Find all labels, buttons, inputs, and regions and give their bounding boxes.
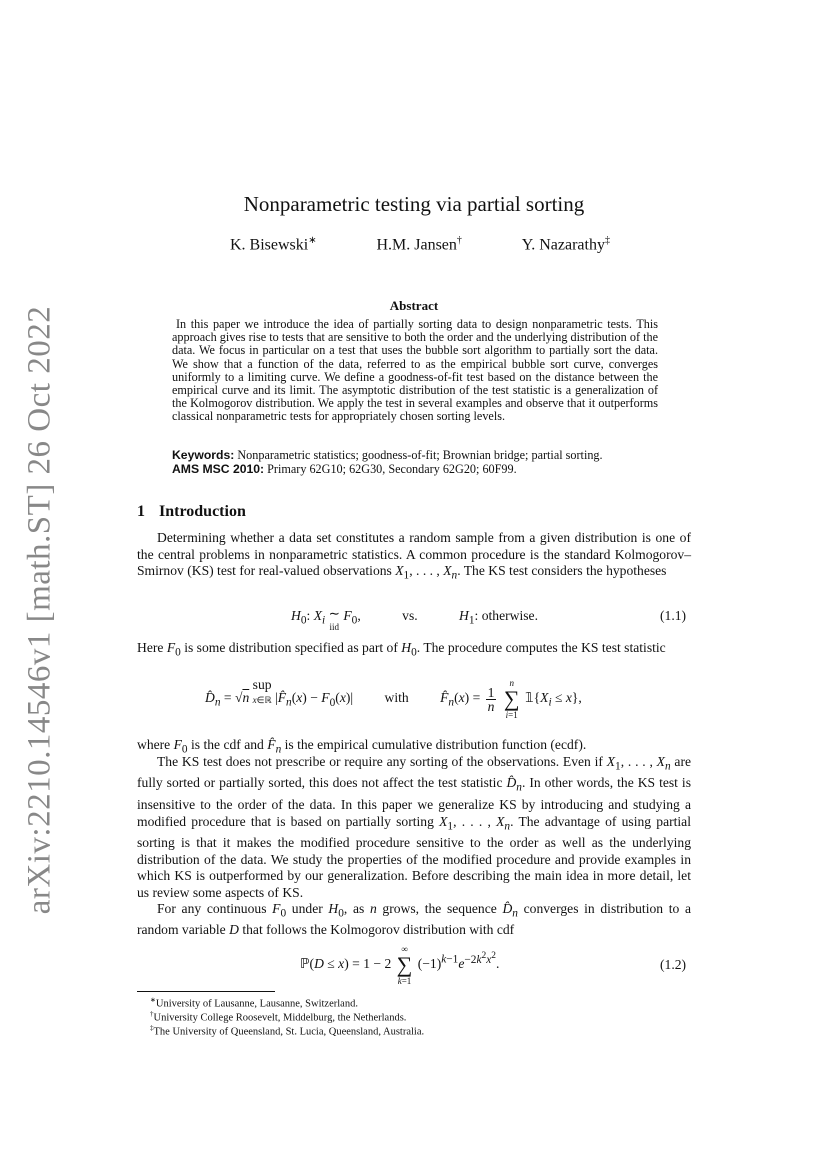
abstract-text: In this paper we introduce the idea of partially sorting data to design nonparametric tests. This approach gives rise to tests that are sensitive to both the order and the underlying distribution of the data. We focus in particular on a test that uses the bubble sort algorithm to partially sort the data. We show that a function of the data, referred to as the empirical bubble sort curve, converges uniformly to a limiting curve. We define a goodness-of-fit test based on the distance between the empirical curve and its limit. The asymptotic distribution of the test statistic is a generalization of the Kolmogorov distribution. We apply the test in several examples and observe that it outperforms classical nonparametric tests for appropriately chosen sorting levels. <box>172 317 658 424</box>
footnote: ∗University of Lausanne, Lausanne, Switzerland. <box>150 996 358 1010</box>
footnote-rule <box>137 991 275 992</box>
paragraph: Here $F_0$ is some distribution specified as part of $H_0$. The procedure computes the KS test statistic <box>137 640 666 659</box>
keywords: Keywords: Nonparametric statistics; goodness-of-fit; Brownian bridge; partial sorting. AMS MSC 2010: Primary 62G10; 62G30, Secondary 62G20; 60F99. <box>172 448 603 476</box>
paper-title: Nonparametric testing via partial sorting <box>243 192 585 216</box>
author: Y. Nazarathy‡ <box>521 235 610 254</box>
section-heading: 1 Introduction <box>137 503 246 520</box>
author: H.M. Jansen† <box>376 235 462 254</box>
paragraph: For any continuous $F_0$ under $H_0$, as n grows, the sequence $D̂_n$ converges in distribution to a random variable D that follows the Kolmogorov distribution with cdf <box>137 901 691 938</box>
equation-hypotheses: $H_0$: $X_i$ ∼ iid $F_0$, vs. $H_1$: otherwise. <box>291 606 538 632</box>
arxiv-sidebar <box>18 305 62 915</box>
paragraph: Determining whether a data set constitutes a random sample from a given distribution is one of the central problems in nonparametric statistics. A common procedure is the standard Kolmogorov–Smirnov (KS) test for real-valued observations $X_1$, . . . , $X_n$. The KS test considers the hypotheses <box>137 530 691 583</box>
author: K. Bisewski∗ <box>230 235 317 254</box>
abstract-heading: Abstract <box>389 298 439 313</box>
paragraph: The KS test does not prescribe or require any sorting of the observations. Even if $X_1$, . . . , $X_n$ are fully sorted or partially sorted, this does not affect the test statistic $D̂_n$. In other words, the KS test is insensitive to the order of the data. In this paper we generalize KS by introducing and studying a modified procedure that is based on partially sorting $X_1$, . . . , $X_n$. The advantage of using partial sorting is that it makes the modified procedure sensitive to the order as well as the underlying distribution of the data. We study the properties of the modified procedure and provide examples in which KS is outperformed by our generalization. Before describing the main idea in more detail, let us review some aspects of KS. <box>137 754 692 901</box>
footnote: ‡The University of Queensland, St. Lucia, Queensland, Australia. <box>150 1024 425 1038</box>
paragraph: where $F_0$ is the cdf and $F̂_n$ is the empirical cumulative distribution function (ecdf). <box>137 737 587 756</box>
footnote: †University College Roosevelt, Middelburg, the Netherlands. <box>150 1010 407 1024</box>
author-list <box>230 235 610 254</box>
equation-number: (1.1) <box>660 608 687 623</box>
equation-kolmogorov-cdf: ℙ(D ≤ x) = 1 − 2 ∞ ∑ k=1 $(-1)^{k-1}e^{-2k^2x^2}$. <box>300 944 500 986</box>
equation-number: (1.2) <box>660 957 687 972</box>
equation-ks-statistic: $D̂_n = √n$ sup x∈ℝ $|F̂_n(x) - F_0(x)|$ with $F̂_n(x)$ = $\frac{1}{n}$ n ∑ i=1 $𝟙\{X_i \le x\}$, <box>205 677 582 720</box>
arxiv-identifier: arXiv:2210.14546v1 [math.ST] 26 Oct 2022 <box>21 305 58 915</box>
